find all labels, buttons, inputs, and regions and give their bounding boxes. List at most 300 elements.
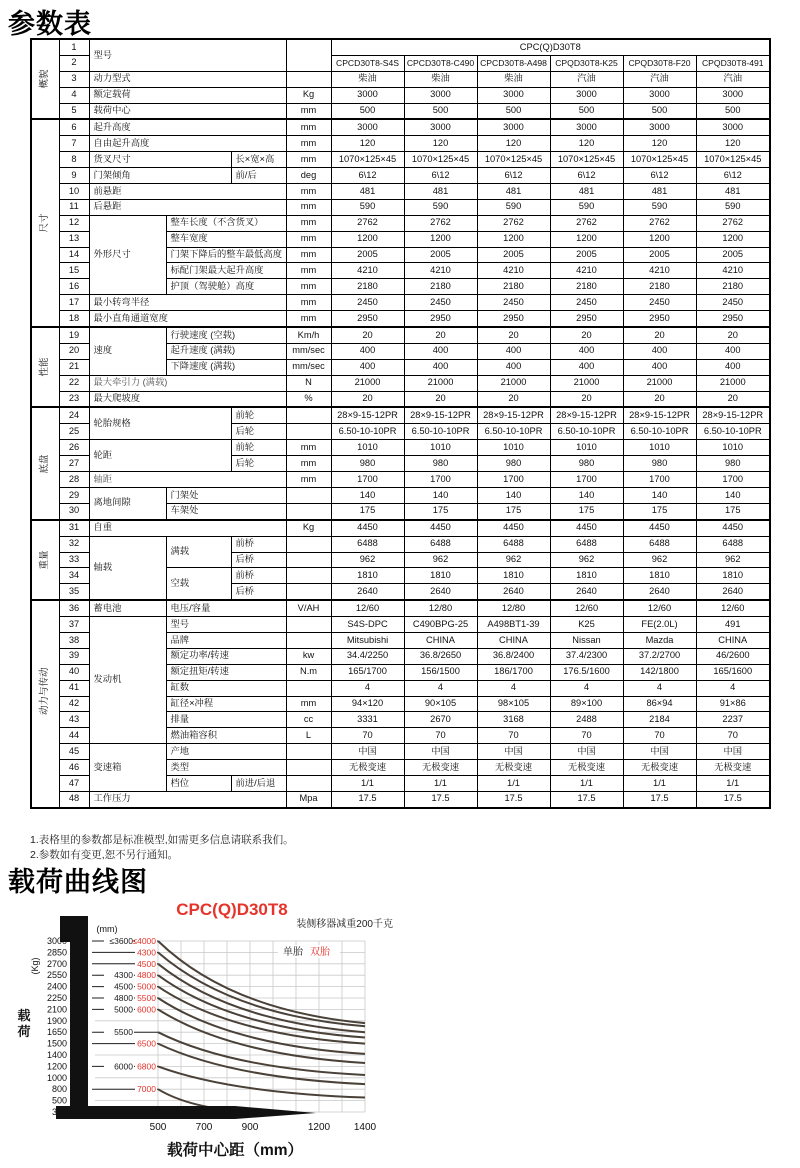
param-label: 后桥 <box>231 584 286 600</box>
param-label: 前/后 <box>231 168 286 184</box>
unit-cell: mm <box>286 295 331 311</box>
value-cell: 1/1 <box>331 775 404 791</box>
value-cell: 12/60 <box>623 600 696 616</box>
unit-cell <box>286 760 331 776</box>
value-cell: 6.50-10-10PR <box>696 424 770 440</box>
y-tick-label: 800 <box>51 1084 67 1095</box>
value-cell: 500 <box>696 103 770 119</box>
value-cell: 175 <box>404 503 477 519</box>
group-label: 性能 <box>31 327 59 407</box>
value-cell: 无极变速 <box>404 760 477 776</box>
unit-cell: mm <box>286 119 331 135</box>
lift-height-single-label: 5000 <box>114 1004 133 1015</box>
value-cell: 2762 <box>550 215 623 231</box>
value-cell: 汽油 <box>623 71 696 87</box>
value-cell: 6\12 <box>696 168 770 184</box>
value-cell: 6.50-10-10PR <box>331 424 404 440</box>
unit-cell <box>286 552 331 568</box>
table-row <box>31 119 770 135</box>
value-cell: 500 <box>404 103 477 119</box>
value-cell: 3168 <box>477 712 550 728</box>
param-label: 轴距 <box>89 472 286 488</box>
value-cell: 1070×125×45 <box>331 152 404 168</box>
value-cell: 2762 <box>696 215 770 231</box>
unit-cell <box>286 568 331 584</box>
value-cell: 28×9-15-12PR <box>623 407 696 423</box>
row-number: 3 <box>59 71 89 87</box>
value-cell: 柴油 <box>404 71 477 87</box>
param-label: 车架处 <box>166 503 286 519</box>
value-cell: 980 <box>477 456 550 472</box>
unit-cell: mm <box>286 152 331 168</box>
value-cell: 1070×125×45 <box>477 152 550 168</box>
value-cell: 2640 <box>623 584 696 600</box>
value-cell: 156/1500 <box>404 664 477 680</box>
table-row <box>31 536 770 552</box>
value-cell: 400 <box>623 343 696 359</box>
legend-single-tire: 单胎 <box>283 947 303 958</box>
footnote-1: 1.表格里的参数都是标准模型,如需更多信息请联系我们。 <box>30 834 294 846</box>
value-cell: 2180 <box>477 279 550 295</box>
value-cell: 1700 <box>623 472 696 488</box>
value-cell: 21000 <box>477 375 550 391</box>
lift-height-double-label: 4300 <box>137 947 156 958</box>
value-cell: 400 <box>331 343 404 359</box>
value-cell: 1/1 <box>404 775 477 791</box>
lift-height-single-label: 4300 <box>114 970 133 981</box>
row-number: 23 <box>59 391 89 407</box>
param-label: 外形尺寸 <box>89 215 166 294</box>
param-label: 最小转弯半径 <box>89 295 286 311</box>
param-label: 空载 <box>166 568 231 600</box>
value-cell: 140 <box>623 487 696 503</box>
y-tick-label: 1650 <box>46 1027 67 1038</box>
param-label: 离地间隙 <box>89 487 166 519</box>
param-label: 后悬距 <box>89 199 286 215</box>
row-number: 36 <box>59 600 89 616</box>
value-cell: 1700 <box>696 472 770 488</box>
value-cell: A498BT1-39 <box>477 617 550 633</box>
table-row <box>31 39 770 55</box>
value-cell: 无极变速 <box>477 760 550 776</box>
value-cell: 2005 <box>696 247 770 263</box>
table-row <box>31 295 770 311</box>
param-label: 品牌 <box>166 632 286 648</box>
value-cell: 2950 <box>331 311 404 327</box>
value-cell: K25 <box>550 617 623 633</box>
table-row <box>31 152 770 168</box>
value-cell: Mitsubishi <box>331 632 404 648</box>
row-number: 6 <box>59 119 89 135</box>
unit-cell: mm/sec <box>286 359 331 375</box>
value-cell: 2762 <box>331 215 404 231</box>
value-cell: 3331 <box>331 712 404 728</box>
value-cell: 2762 <box>477 215 550 231</box>
unit-cell: N.m <box>286 664 331 680</box>
value-cell: 2450 <box>550 295 623 311</box>
param-label: 蓄电池 <box>89 600 166 616</box>
param-label: 后桥 <box>231 552 286 568</box>
value-cell: 1200 <box>550 231 623 247</box>
table-row <box>31 215 770 231</box>
value-cell: CHINA <box>404 632 477 648</box>
value-cell: 3000 <box>623 119 696 135</box>
value-cell: 980 <box>696 456 770 472</box>
row-number: 31 <box>59 520 89 536</box>
unit-cell: Km/h <box>286 327 331 343</box>
param-label: 前轮 <box>231 440 286 456</box>
value-cell: 6.50-10-10PR <box>550 424 623 440</box>
value-cell: CHINA <box>477 632 550 648</box>
group-label: 底盘 <box>31 407 59 519</box>
param-label: 标配门架最大起升高度 <box>166 263 286 279</box>
value-cell: 3000 <box>477 87 550 103</box>
row-number: 2 <box>59 55 89 71</box>
value-cell: 2950 <box>404 311 477 327</box>
value-cell: 6488 <box>477 536 550 552</box>
value-cell: 120 <box>477 136 550 152</box>
unit-cell <box>286 424 331 440</box>
unit-cell: N <box>286 375 331 391</box>
row-number: 9 <box>59 168 89 184</box>
param-label: 电压/容量 <box>166 600 286 616</box>
param-label: 型号 <box>89 39 286 71</box>
value-cell: 4210 <box>404 263 477 279</box>
value-cell: 2640 <box>477 584 550 600</box>
y-tick-label: 1900 <box>46 1015 67 1026</box>
unit-cell: mm <box>286 136 331 152</box>
value-cell: 140 <box>404 487 477 503</box>
value-cell: 980 <box>550 456 623 472</box>
value-cell: 4 <box>696 680 770 696</box>
row-number: 42 <box>59 696 89 712</box>
table-row <box>31 407 770 423</box>
value-cell: 3000 <box>696 87 770 103</box>
value-cell: 4450 <box>623 520 696 536</box>
unit-cell: mm <box>286 696 331 712</box>
value-cell: 36.8/2400 <box>477 648 550 664</box>
load-curve-section-title: 载荷曲线图 <box>8 867 148 897</box>
unit-cell: % <box>286 391 331 407</box>
param-label: 型号 <box>166 617 286 633</box>
unit-cell: Mpa <box>286 791 331 807</box>
value-cell: 400 <box>477 359 550 375</box>
table-row <box>31 184 770 200</box>
value-cell: 2184 <box>623 712 696 728</box>
value-cell: 28×9-15-12PR <box>404 407 477 423</box>
value-cell: 175 <box>331 503 404 519</box>
param-label: 额定功率/转速 <box>166 648 286 664</box>
param-label: 变速箱 <box>89 744 166 792</box>
y-axis-label: 荷 <box>17 1024 31 1039</box>
load-curve-svg <box>0 898 640 1168</box>
row-number: 4 <box>59 87 89 103</box>
fork-profile-shape <box>56 916 316 1119</box>
value-cell: 1/1 <box>696 775 770 791</box>
value-cell: Nissan <box>550 632 623 648</box>
footnote-2: 2.参数如有变更,恕不另行通知。 <box>30 848 179 861</box>
value-cell: 3000 <box>404 119 477 135</box>
value-cell: CPCD30T8-C490 <box>404 55 477 71</box>
param-label: 缸数 <box>166 680 286 696</box>
value-cell: 20 <box>331 327 404 343</box>
param-label: 前桥 <box>231 568 286 584</box>
value-cell: 2180 <box>550 279 623 295</box>
value-cell: 2005 <box>623 247 696 263</box>
value-cell: 491 <box>696 617 770 633</box>
row-number: 47 <box>59 775 89 791</box>
value-cell: 1700 <box>550 472 623 488</box>
row-number: 35 <box>59 584 89 600</box>
y-axis-label: 载 <box>17 1008 31 1023</box>
row-number: 46 <box>59 760 89 776</box>
value-cell: 无极变速 <box>696 760 770 776</box>
lift-height-single-label: ≤3600 <box>109 936 133 946</box>
value-cell: 2180 <box>623 279 696 295</box>
value-cell: 120 <box>404 136 477 152</box>
value-cell: 2180 <box>404 279 477 295</box>
value-cell: 2005 <box>404 247 477 263</box>
unit-cell: V/AH <box>286 600 331 616</box>
value-cell: 2450 <box>404 295 477 311</box>
value-cell: 481 <box>331 184 404 200</box>
table-row <box>31 375 770 391</box>
value-cell: CPCD30T8-A498 <box>477 55 550 71</box>
row-number: 32 <box>59 536 89 552</box>
value-cell: CHINA <box>696 632 770 648</box>
table-row <box>31 600 770 616</box>
value-cell: 500 <box>331 103 404 119</box>
value-cell: 1070×125×45 <box>696 152 770 168</box>
unit-cell: L <box>286 728 331 744</box>
value-cell: 柴油 <box>477 71 550 87</box>
value-cell: 17.5 <box>623 791 696 807</box>
row-number: 45 <box>59 744 89 760</box>
value-cell: 21000 <box>404 375 477 391</box>
param-label: 工作压力 <box>89 791 286 807</box>
value-cell: 6488 <box>331 536 404 552</box>
value-cell: 400 <box>696 359 770 375</box>
value-cell: 20 <box>623 327 696 343</box>
lift-height-single-label: 4500 <box>114 981 133 992</box>
value-cell: 12/80 <box>477 600 550 616</box>
param-label: 下降速度 (满载) <box>166 359 286 375</box>
value-cell: 94×120 <box>331 696 404 712</box>
table-row <box>31 71 770 87</box>
value-cell: CPC(Q)D30T8 <box>331 39 770 55</box>
value-cell: 4450 <box>550 520 623 536</box>
row-number: 48 <box>59 791 89 807</box>
row-number: 29 <box>59 487 89 503</box>
value-cell: 481 <box>477 184 550 200</box>
x-tick-label: 1400 <box>353 1122 377 1133</box>
value-cell: 4210 <box>550 263 623 279</box>
lift-height-single-label: 5500 <box>114 1027 133 1038</box>
row-number: 37 <box>59 617 89 633</box>
y-tick-label: 2250 <box>46 993 67 1003</box>
value-cell: 2450 <box>331 295 404 311</box>
value-cell: 1/1 <box>477 775 550 791</box>
row-number: 27 <box>59 456 89 472</box>
row-number: 22 <box>59 375 89 391</box>
value-cell: CPCD30T8-S4S <box>331 55 404 71</box>
row-number: 34 <box>59 568 89 584</box>
value-cell: 120 <box>331 136 404 152</box>
value-cell: 20 <box>477 391 550 407</box>
value-cell: 3000 <box>550 119 623 135</box>
unit-cell: mm <box>286 103 331 119</box>
y-tick-label: 2400 <box>46 981 67 992</box>
value-cell: 400 <box>623 359 696 375</box>
unit-cell: mm <box>286 263 331 279</box>
value-cell: 17.5 <box>696 791 770 807</box>
value-cell: 590 <box>550 199 623 215</box>
value-cell: 186/1700 <box>477 664 550 680</box>
value-cell: 2237 <box>696 712 770 728</box>
value-cell: 1700 <box>331 472 404 488</box>
value-cell: 2670 <box>404 712 477 728</box>
unit-cell <box>286 39 331 71</box>
value-cell: 400 <box>331 359 404 375</box>
value-cell: 6\12 <box>550 168 623 184</box>
unit-cell <box>286 775 331 791</box>
unit-cell: mm <box>286 311 331 327</box>
unit-cell: mm <box>286 456 331 472</box>
value-cell: 6.50-10-10PR <box>477 424 550 440</box>
value-cell: 2450 <box>623 295 696 311</box>
value-cell: 20 <box>696 327 770 343</box>
y-tick-label: 2100 <box>46 1004 67 1015</box>
table-row <box>31 791 770 807</box>
param-label: 载荷中心 <box>89 103 286 119</box>
value-cell: 2950 <box>696 311 770 327</box>
value-cell: 2005 <box>331 247 404 263</box>
value-cell: 175 <box>477 503 550 519</box>
group-label: 尺寸 <box>31 119 59 327</box>
value-cell: 2488 <box>550 712 623 728</box>
value-cell: CPQD30T8-K25 <box>550 55 623 71</box>
value-cell: 4210 <box>477 263 550 279</box>
row-number: 20 <box>59 343 89 359</box>
value-cell: 1010 <box>477 440 550 456</box>
value-cell: 175 <box>623 503 696 519</box>
param-label: 产地 <box>166 744 286 760</box>
value-cell: 46/2600 <box>696 648 770 664</box>
value-cell: 28×9-15-12PR <box>477 407 550 423</box>
value-cell: 70 <box>331 728 404 744</box>
value-cell: 6488 <box>623 536 696 552</box>
lift-height-double-label: 4800 <box>137 970 156 981</box>
value-cell: 70 <box>477 728 550 744</box>
value-cell: 21000 <box>331 375 404 391</box>
value-cell: 柴油 <box>331 71 404 87</box>
value-cell: 98×105 <box>477 696 550 712</box>
value-cell: 36.8/2650 <box>404 648 477 664</box>
lift-height-double-label: 4500 <box>137 958 156 969</box>
value-cell: 86×94 <box>623 696 696 712</box>
unit-cell: mm <box>286 231 331 247</box>
group-label: 重量 <box>31 520 59 600</box>
value-cell: 140 <box>477 487 550 503</box>
value-cell: 28×9-15-12PR <box>550 407 623 423</box>
value-cell: 12/80 <box>404 600 477 616</box>
value-cell: 3000 <box>477 119 550 135</box>
value-cell: 汽油 <box>696 71 770 87</box>
group-label: 概貌 <box>31 39 59 119</box>
row-number: 5 <box>59 103 89 119</box>
value-cell: 90×105 <box>404 696 477 712</box>
x-tick-label: 700 <box>195 1122 213 1133</box>
page-title: 参数表 <box>8 9 92 39</box>
unit-cell: cc <box>286 712 331 728</box>
unit-cell: Kg <box>286 87 331 103</box>
table-row <box>31 168 770 184</box>
value-cell: 2180 <box>331 279 404 295</box>
param-label: 前轮 <box>231 407 286 423</box>
value-cell: 120 <box>696 136 770 152</box>
value-cell: 1070×125×45 <box>550 152 623 168</box>
value-cell: 962 <box>696 552 770 568</box>
value-cell: 12/60 <box>696 600 770 616</box>
value-cell: 590 <box>477 199 550 215</box>
height-column-header: (mm) <box>96 924 118 934</box>
row-number: 16 <box>59 279 89 295</box>
param-label: 前桥 <box>231 536 286 552</box>
table-row <box>31 520 770 536</box>
value-cell: 6488 <box>404 536 477 552</box>
y-tick-label: 1200 <box>46 1061 67 1072</box>
group-label: 动力与传动 <box>31 600 59 808</box>
row-number: 26 <box>59 440 89 456</box>
value-cell: 500 <box>623 103 696 119</box>
param-label: 类型 <box>166 760 286 776</box>
param-label: 缸径×冲程 <box>166 696 286 712</box>
value-cell: 12/60 <box>550 600 623 616</box>
lift-height-single-label: 4800 <box>114 993 133 1003</box>
value-cell: 500 <box>550 103 623 119</box>
param-label: 发动机 <box>89 617 166 744</box>
param-label: 货叉尺寸 <box>89 152 231 168</box>
param-label: 排量 <box>166 712 286 728</box>
value-cell: 12/60 <box>331 600 404 616</box>
value-cell: 1810 <box>696 568 770 584</box>
table-row <box>31 472 770 488</box>
value-cell: 1/1 <box>623 775 696 791</box>
value-cell: 3000 <box>331 87 404 103</box>
sideshift-note: 装侧移器减重200千克 <box>296 919 393 930</box>
value-cell: 2762 <box>623 215 696 231</box>
row-number: 10 <box>59 184 89 200</box>
value-cell: 120 <box>623 136 696 152</box>
value-cell: 1810 <box>477 568 550 584</box>
value-cell: 17.5 <box>331 791 404 807</box>
table-row <box>31 327 770 343</box>
lift-height-double-label: 6000 <box>137 1004 156 1015</box>
value-cell: 962 <box>623 552 696 568</box>
value-cell: 140 <box>550 487 623 503</box>
value-cell: 6\12 <box>623 168 696 184</box>
value-cell: 20 <box>550 327 623 343</box>
row-number: 18 <box>59 311 89 327</box>
value-cell: 2950 <box>550 311 623 327</box>
value-cell: 2640 <box>550 584 623 600</box>
y-tick-label: 3000 <box>46 936 67 946</box>
value-cell: 中国 <box>696 744 770 760</box>
value-cell: 21000 <box>696 375 770 391</box>
value-cell: 6\12 <box>477 168 550 184</box>
value-cell: 无极变速 <box>550 760 623 776</box>
lift-height-double-label: 7000 <box>137 1084 156 1095</box>
